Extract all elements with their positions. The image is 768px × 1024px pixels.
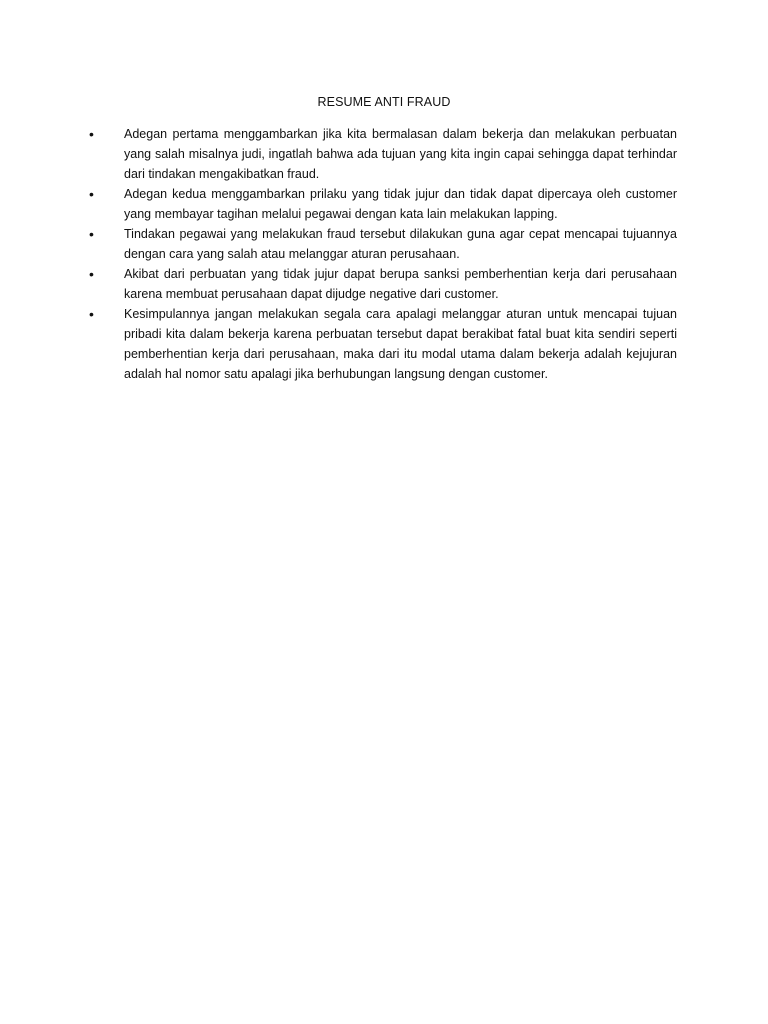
bullet-item [0,124,677,184]
bullet-text: Akibat dari perbuatan yang tidak jujur dapat berupa sanksi pemberhentian kerja dari perusahaan karena membuat perusahaan dapat dijudge negative dari customer. [124,267,677,301]
bullet-text: Adegan kedua menggambarkan prilaku yang tidak jujur dan tidak dapat dipercaya oleh customer yang membayar tagihan melalui pegawai dengan kata lain melakukan lapping. [124,187,677,221]
bullet-item [0,304,677,384]
bullet-icon: • [89,306,94,322]
bullet-text: Adegan pertama menggambarkan jika kita bermalasan dalam bekerja dan melakukan perbuatan yang salah misalnya judi, ingatlah bahwa ada tujuan yang kita ingin capai sehingga dapat terhindar dari tindakan mengakibatkan fraud. [124,127,677,181]
bullet-item [0,264,677,304]
bullet-item [0,224,677,264]
bullet-icon: • [89,266,94,282]
document-title: RESUME ANTI FRAUD [317,95,451,109]
bullet-icon: • [89,126,94,142]
bullet-text: Tindakan pegawai yang melakukan fraud tersebut dilakukan guna agar cepat mencapai tujuannya dengan cara yang salah atau melanggar aturan perusahaan. [124,227,677,261]
bullet-icon: • [89,226,94,242]
bullet-text: Kesimpulannya jangan melakukan segala cara apalagi melanggar aturan untuk mencapai tujuan pribadi kita dalam bekerja karena perbuatan tersebut dapat berakibat fatal buat kita sendiri seperti pemberhentian kerja dari perusahaan, maka dari itu modal utama dalam bekerja adalah kejujuran adalah hal nomor satu apalagi jika berhubungan langsung dengan customer. [124,307,677,381]
bullet-icon: • [89,186,94,202]
bullet-item [0,184,677,224]
bullet-list [0,124,768,384]
